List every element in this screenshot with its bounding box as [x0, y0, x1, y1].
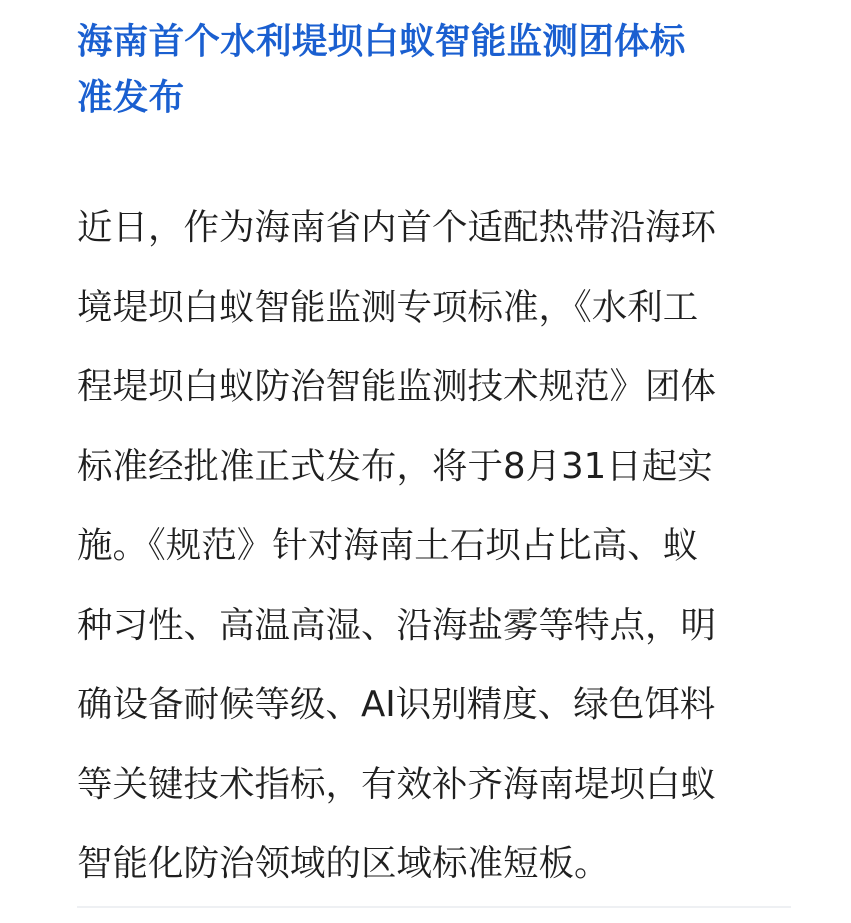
article-headline [77, 14, 791, 126]
paragraph-line: 确设备耐候等级、AI识别精度、绿色饵料 [77, 684, 716, 725]
paragraph-line: 近日，作为海南省内首个适配热带沿海环 [77, 207, 717, 248]
paragraph-line: 智能化防治领域的区域标准短板。 [77, 843, 610, 884]
article-paragraph [77, 188, 791, 904]
article [77, 14, 791, 904]
headline-line: 海南首个水利堤坝白蚁智能监测团体标 [77, 21, 686, 62]
paragraph-line: 施。《规范》针对海南土石坝占比高、蚁 [77, 525, 699, 566]
headline-line: 准发布 [77, 77, 185, 118]
paragraph-line: 标准经批准正式发布，将于8月31日起实 [77, 445, 713, 487]
paragraph-line: 程堤坝白蚁防治智能监测技术规范》团体 [77, 366, 717, 407]
section-divider [77, 906, 791, 908]
paragraph-line: 种习性、高温高湿、沿海盐雾等特点，明 [77, 604, 717, 646]
paragraph-line: 等关键技术指标，有效补齐海南堤坝白蚁 [77, 763, 717, 805]
paragraph-line: 境堤坝白蚁智能监测专项标准，《水利工 [77, 286, 699, 328]
